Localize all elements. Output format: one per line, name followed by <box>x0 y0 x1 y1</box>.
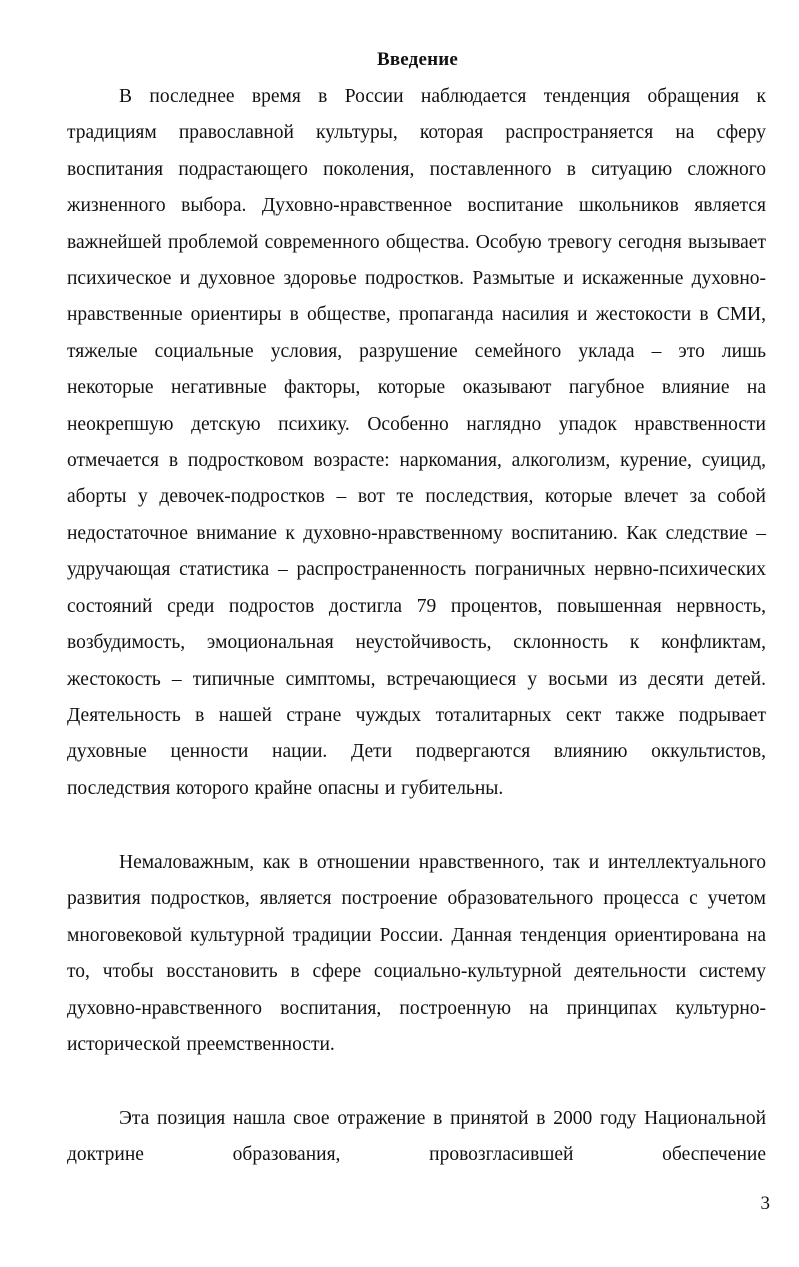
paragraph-1: В последнее время в России наблюдается тенденция обращения к традициям православной культуры, которая распространяется на сферу воспитания подрастающего поколения, поставленного в ситуацию сложного жизненного выбора. Духовно-нравственное воспитание школьников является важнейшей проблемой современного общества. Особую тревогу сегодня вызывает психическое и духовное здоровье подростков. Размытые и искаженные духовно-нравственные ориентиры в обществе, пропаганда насилия и жестокости в СМИ, тяжелые социальные условия, разрушение семейного уклада – это лишь некоторые негативные факторы, которые оказывают пагубное влияние на неокрепшую детскую психику. Особенно наглядно упадок нравственности отмечается в подростковом возрасте: наркомания, алкоголизм, курение, суицид, аборты у девочек-подростков – вот те последствия, которые влечет за собой недостаточное внимание к духовно-нравственному воспитанию. Как следствие – удручающая статистика – распространенность пограничных нервно-психических состояний среди подростов достигла 79 процентов, повышенная нервность, возбудимость, эмоциональная неустойчивость, склонность к конфликтам, жестокость – типичные симптомы, встречающиеся у восьми из десяти детей. Деятельность в нашей стране чуждых тоталитарных сект также подрывает духовные ценности нации. Дети подвергаются влиянию оккультистов, последствия которого крайне опасны и губительны. <box>67 86 766 799</box>
section-title: Введение <box>376 49 459 70</box>
page-number: 3 <box>760 1193 770 1214</box>
paragraph-3: Эта позиция нашла свое отражение в принятой в 2000 году Национальной доктрине образования, провозгласившей обеспечение <box>67 1108 766 1166</box>
paragraph-2: Немаловажным, как в отношении нравственного, так и интеллектуального развития подростков, является построение образовательного процесса с учетом многовековой культурной традиции России. Данная тенденция ориентирована на то, чтобы восстановить в сфере социально-культурной деятельности систему духовно-нравственного воспитания, построенную на принципах культурно-исторической преемственности. <box>67 852 766 1056</box>
